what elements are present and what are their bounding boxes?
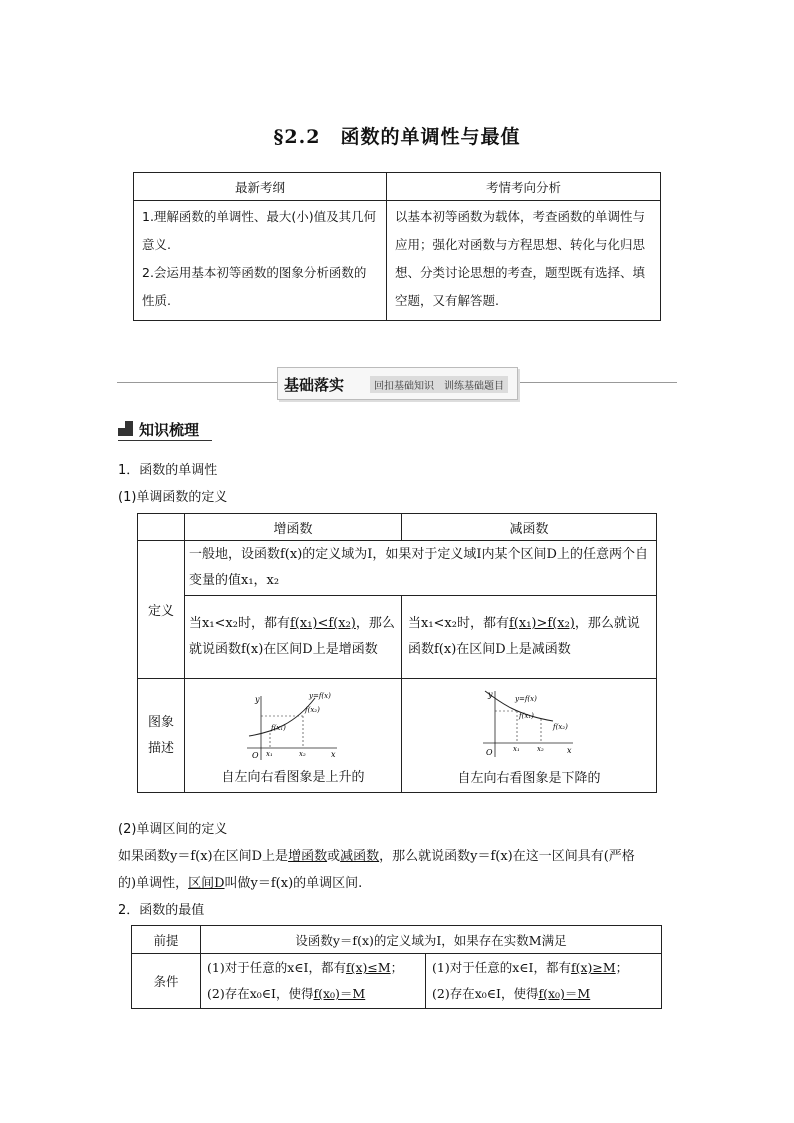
- interval-text-b: 或: [327, 849, 341, 864]
- dec-def-pre: 当x₁<x₂时，都有: [408, 616, 509, 631]
- analysis-header: 考情考向分析: [387, 173, 661, 201]
- inc-def-post: ，那么就说函数f(x)在区间D上是增函数: [189, 616, 395, 657]
- max-cond-2-key: f(x₀)＝M: [313, 986, 366, 1001]
- min-cond-2: [432, 981, 655, 1007]
- dec-y-label: y: [488, 690, 493, 699]
- condition-label: 条件: [132, 954, 201, 1009]
- interval-key-decreasing: 减函数: [340, 849, 380, 864]
- heading-monotonicity: 1．函数的单调性: [118, 463, 218, 478]
- min-cond-1-pre: (1)对于任意的x∈I，都有: [432, 960, 571, 975]
- section-banner: [277, 367, 518, 400]
- dec-def-post: ，那么就说函数f(x)在区间D上是减函数: [408, 616, 640, 657]
- inc-func-label: y=f(x): [309, 692, 331, 700]
- heading-interval-def: (2)单调区间的定义: [118, 822, 228, 837]
- decreasing-header: 减函数: [402, 514, 657, 541]
- max-cond-1-pre: (1)对于任意的x∈I，都有: [207, 960, 346, 975]
- inc-def-key: f(x₁)<f(x₂): [289, 616, 356, 631]
- banner-main: 基础落实: [284, 376, 345, 394]
- monotone-function-table: [137, 513, 657, 793]
- section-square-icon: [118, 421, 133, 436]
- decreasing-definition: [402, 596, 657, 679]
- inc-def-pre: 当x₁<x₂时，都有: [189, 616, 290, 631]
- outline-item-1: 1.理解函数的单调性、最大(小)值及其几何意义.: [142, 209, 377, 252]
- increasing-header: 增函数: [185, 514, 402, 541]
- banner-rule-left: [117, 382, 277, 383]
- interval-text-c: ，那么就说函数y＝f(x)在这一区间具有(严格: [379, 849, 635, 864]
- inc-x2-label: x₂: [299, 750, 306, 758]
- increasing-definition: [185, 596, 402, 679]
- inc-x1-label: x₁: [266, 750, 273, 758]
- general-definition: 一般地，设函数f(x)的定义域为I，如果对于定义域I内某个区间D上的任意两个自变量的值x₁，x₂: [185, 541, 657, 596]
- graph-label: 图象描述: [138, 679, 185, 793]
- outline-header: 最新考纲: [134, 173, 387, 201]
- inc-origin-label: O: [252, 751, 259, 760]
- inc-x-label: x: [331, 750, 336, 759]
- dec-def-key: f(x₁)>f(x₂): [508, 616, 575, 631]
- premise-text: 设函数y＝f(x)的定义域为I，如果存在实数M满足: [201, 926, 662, 954]
- increasing-graph: [243, 690, 343, 762]
- dec-x-label: x: [567, 746, 572, 755]
- interval-def-line-1: [118, 845, 635, 864]
- heading-extrema: 2．函数的最值: [118, 903, 205, 918]
- interval-text-d: 的)单调性，: [118, 876, 189, 891]
- inc-f1-label: f(x₁): [271, 724, 286, 732]
- dec-func-label: y=f(x): [515, 695, 537, 703]
- interval-def-line-2: [118, 872, 362, 891]
- min-cond-1-key: f(x)≥M: [570, 960, 616, 975]
- heading-monotone-def: (1)单调函数的定义: [118, 490, 228, 505]
- increasing-caption: 自左向右看图象是上升的: [221, 770, 365, 785]
- min-cond-2-pre: (2)存在x₀∈I，使得: [432, 986, 539, 1001]
- section-underline: [118, 440, 212, 441]
- dec-x2-label: x₂: [537, 745, 544, 753]
- definition-label: 定义: [138, 541, 185, 679]
- decreasing-graph-cell: [402, 679, 657, 793]
- analysis-cell: 以基本初等函数为载体，考查函数的单调性与应用；强化对函数与方程思想、转化与化归思想、分类讨论思想的考查，题型既有选择、填空题，又有解答题.: [387, 201, 661, 321]
- premise-label: 前提: [132, 926, 201, 954]
- interval-text-e: 叫做y＝f(x)的单调区间.: [224, 876, 363, 891]
- increasing-graph-cell: [185, 679, 402, 793]
- decreasing-caption: 自左向右看图象是下降的: [457, 771, 601, 786]
- banner-rule-right: [518, 382, 677, 383]
- section-title: 知识梳理: [139, 421, 200, 439]
- min-condition: [426, 954, 662, 1009]
- max-cond-1: (1)对于任意的x∈I，都有f(x)≤M；: [207, 960, 404, 975]
- decreasing-graph: [479, 687, 579, 763]
- max-cond-2-pre: (2)存在x₀∈I，使得: [207, 986, 314, 1001]
- max-cond-1-key: f(x)≤M: [345, 960, 391, 975]
- interval-key-interval: 区间D: [188, 876, 225, 891]
- corner-cell: [138, 514, 185, 541]
- max-condition: [201, 954, 426, 1009]
- outline-cell: [134, 201, 387, 321]
- dec-x1-label: x₁: [513, 745, 520, 753]
- dec-f2-label: f(x₂): [553, 723, 568, 731]
- dec-f1-label: f(x₁): [519, 712, 534, 720]
- inc-f2-label: f(x₂): [305, 706, 320, 714]
- exam-outline-table: [133, 172, 661, 321]
- extrema-table: [131, 925, 662, 1009]
- inc-y-label: y: [255, 695, 260, 704]
- min-cond-2-key: f(x₀)＝M: [538, 986, 591, 1001]
- outline-item-2: 2.会运用基本初等函数的图象分析函数的性质.: [142, 265, 367, 308]
- banner-sub: 回扣基础知识 训练基础题目: [370, 376, 508, 393]
- interval-key-increasing: 增函数: [288, 849, 328, 864]
- page-title: §2.2 函数的单调性与最值: [273, 126, 521, 148]
- interval-text-a: 如果函数y＝f(x)在区间D上是: [118, 849, 289, 864]
- min-cond-1: (1)对于任意的x∈I，都有f(x)≥M；: [432, 960, 629, 975]
- max-cond-2: [207, 981, 419, 1007]
- dec-origin-label: O: [486, 748, 493, 757]
